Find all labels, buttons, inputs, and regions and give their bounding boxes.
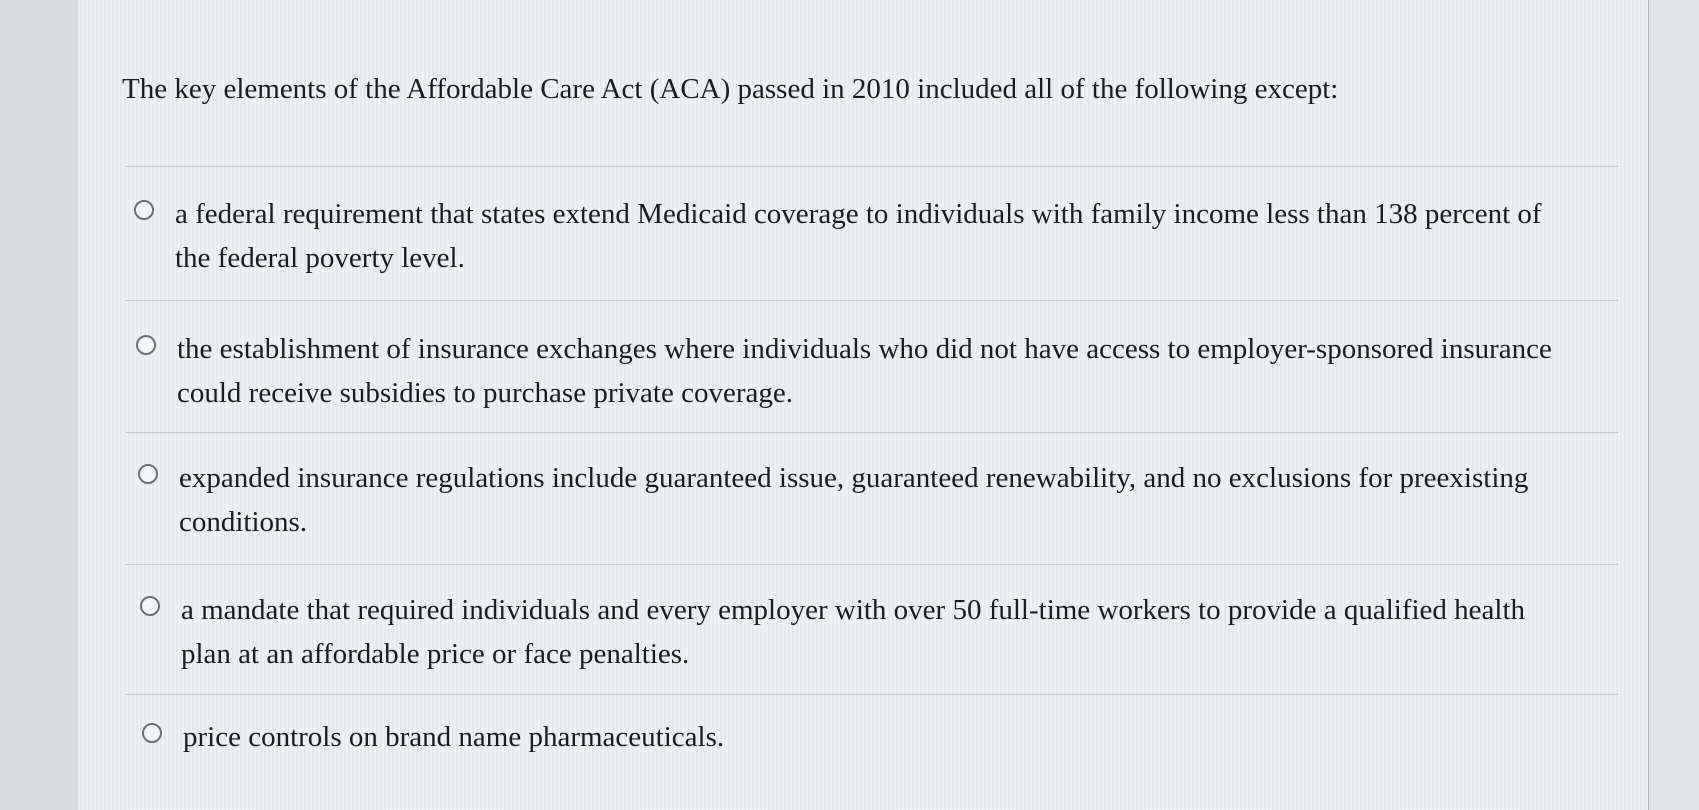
divider	[126, 564, 1618, 565]
screen-right-edge	[1649, 0, 1699, 810]
divider	[126, 694, 1618, 695]
divider	[126, 300, 1618, 301]
radio-button-icon[interactable]	[142, 723, 162, 743]
radio-button-icon[interactable]	[134, 200, 154, 220]
answer-option-4[interactable]	[140, 588, 1580, 676]
radio-button-icon[interactable]	[140, 596, 160, 616]
answer-option-label: expanded insurance regulations include guaranteed issue, guaranteed renewability, and no exclusions for preexisting conditions.	[179, 462, 1529, 538]
answer-option-label: a federal requirement that states extend Medicaid coverage to individuals with family income less than 138 percent of the federal poverty level.	[175, 198, 1542, 274]
answer-option-label: the establishment of insurance exchanges where individuals who did not have access to employer-sponsored insurance could receive subsidies to purchase private coverage.	[177, 333, 1552, 409]
answer-option-5[interactable]	[142, 715, 1582, 759]
radio-button-icon[interactable]	[138, 464, 158, 484]
question-text: The key elements of the Affordable Care Act (ACA) passed in 2010 included all of the following except:	[122, 73, 1339, 105]
radio-button-icon[interactable]	[136, 335, 156, 355]
answer-option-2[interactable]	[136, 327, 1576, 415]
screen-left-edge	[0, 0, 79, 810]
answer-option-1[interactable]	[134, 192, 1574, 280]
divider	[126, 432, 1618, 433]
question-card	[78, 0, 1649, 810]
divider	[126, 166, 1618, 167]
answer-option-label: price controls on brand name pharmaceuticals.	[183, 721, 725, 753]
answer-option-label: a mandate that required individuals and every employer with over 50 full-time workers to provide a qualified health plan at an affordable price or face penalties.	[181, 594, 1526, 670]
answer-option-3[interactable]	[138, 456, 1578, 544]
